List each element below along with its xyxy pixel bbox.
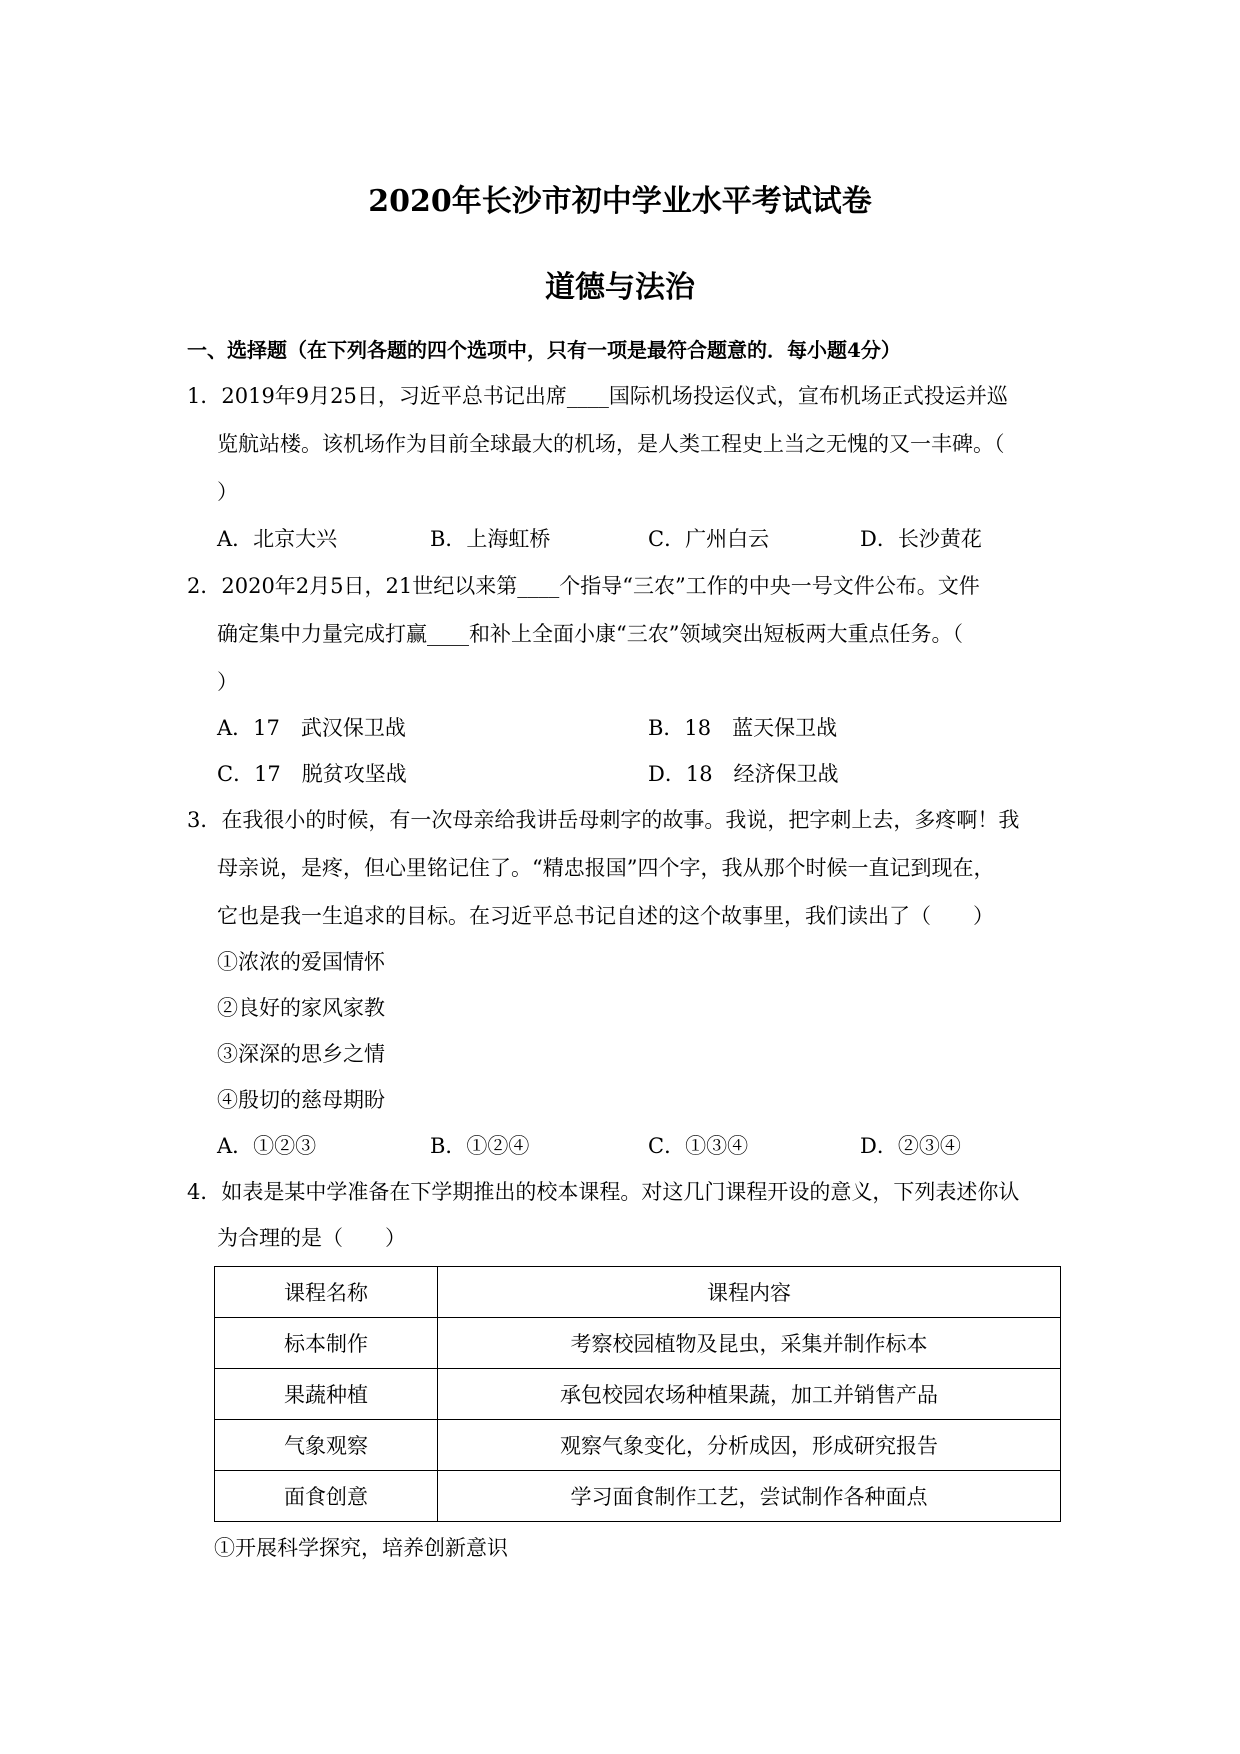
table-row — [215, 1318, 1061, 1369]
q4-item-1: ①开展科学探究，培养创新意识 — [214, 1536, 508, 1560]
course-content-cell: 观察气象变化，分析成因，形成研究报告 — [438, 1420, 1061, 1471]
header-course-name: 课程名称 — [215, 1267, 438, 1318]
q2-line2: 确定集中力量完成打赢____和补上全面小康“三农”领域突出短板两大重点任务。（ — [217, 622, 963, 646]
course-name-cell: 标本制作 — [215, 1318, 438, 1369]
course-content-cell: 承包校园农场种植果蔬，加工并销售产品 — [438, 1369, 1061, 1420]
q2-line3: ） — [217, 670, 238, 694]
table-row — [215, 1471, 1061, 1522]
course-content-cell: 考察校园植物及昆虫，采集并制作标本 — [438, 1318, 1061, 1369]
exam-title: 2020年长沙市初中学业水平考试试卷 — [368, 184, 872, 219]
q3-option-d: D．②③④ — [860, 1134, 961, 1158]
q3-option-b: B．①②④ — [430, 1134, 530, 1158]
q3-line2: 母亲说，是疼，但心里铭记住了。“精忠报国”四个字，我从那个时候一直记到现在， — [217, 856, 995, 880]
q3-item-3: ③深深的思乡之情 — [217, 1042, 385, 1066]
table-row — [215, 1369, 1061, 1420]
section-heading: 一、选择题（在下列各题的四个选项中，只有一项是最符合题意的．每小题4分） — [187, 338, 901, 362]
subject-title: 道德与法治 — [545, 270, 695, 305]
q3-line3: 它也是我一生追求的目标。在习近平总书记自述的这个故事里，我们读出了（ ） — [217, 904, 994, 928]
q1-option-d: D．长沙黄花 — [860, 527, 982, 551]
q2-option-a: A．17 武汉保卫战 — [217, 716, 406, 740]
q2-line1: 2．2020年2月5日，21世纪以来第____个指导“三农”工作的中央一号文件公布。文件 — [187, 574, 980, 598]
course-content-cell: 学习面食制作工艺，尝试制作各种面点 — [438, 1471, 1061, 1522]
q4-line2: 为合理的是（ ） — [217, 1226, 406, 1250]
q3-option-c: C．①③④ — [648, 1134, 749, 1158]
table-row — [215, 1420, 1061, 1471]
q3-option-a: A．①②③ — [217, 1134, 317, 1158]
q1-option-b: B．上海虹桥 — [430, 527, 551, 551]
q1-line2: 览航站楼。该机场作为目前全球最大的机场，是人类工程史上当之无愧的又一丰碑。（ — [217, 432, 1005, 456]
q3-item-2: ②良好的家风家教 — [217, 996, 385, 1020]
table-header-row — [215, 1267, 1061, 1318]
course-name-cell: 气象观察 — [215, 1420, 438, 1471]
q3-line1: 3．在我很小的时候，有一次母亲给我讲岳母刺字的故事。我说，把字刺上去，多疼啊！我 — [187, 808, 1020, 832]
q2-option-c: C．17 脱贫攻坚战 — [217, 762, 407, 786]
q4-line1: 4．如表是某中学准备在下学期推出的校本课程。对这几门课程开设的意义，下列表述你认 — [187, 1180, 1020, 1204]
q2-option-b: B．18 蓝天保卫战 — [648, 716, 838, 740]
course-name-cell: 果蔬种植 — [215, 1369, 438, 1420]
q3-item-4: ④殷切的慈母期盼 — [217, 1088, 385, 1112]
q1-option-a: A．北京大兴 — [217, 527, 338, 551]
q3-item-1: ①浓浓的爱国情怀 — [217, 950, 385, 974]
q1-option-c: C．广州白云 — [648, 527, 770, 551]
q1-line3: ） — [217, 480, 238, 504]
course-name-cell: 面食创意 — [215, 1471, 438, 1522]
course-table — [214, 1266, 1061, 1522]
q2-option-d: D．18 经济保卫战 — [648, 762, 839, 786]
header-course-content: 课程内容 — [438, 1267, 1061, 1318]
q1-line1: 1．2019年9月25日，习近平总书记出席____国际机场投运仪式，宣布机场正式投运并巡 — [187, 384, 1008, 408]
